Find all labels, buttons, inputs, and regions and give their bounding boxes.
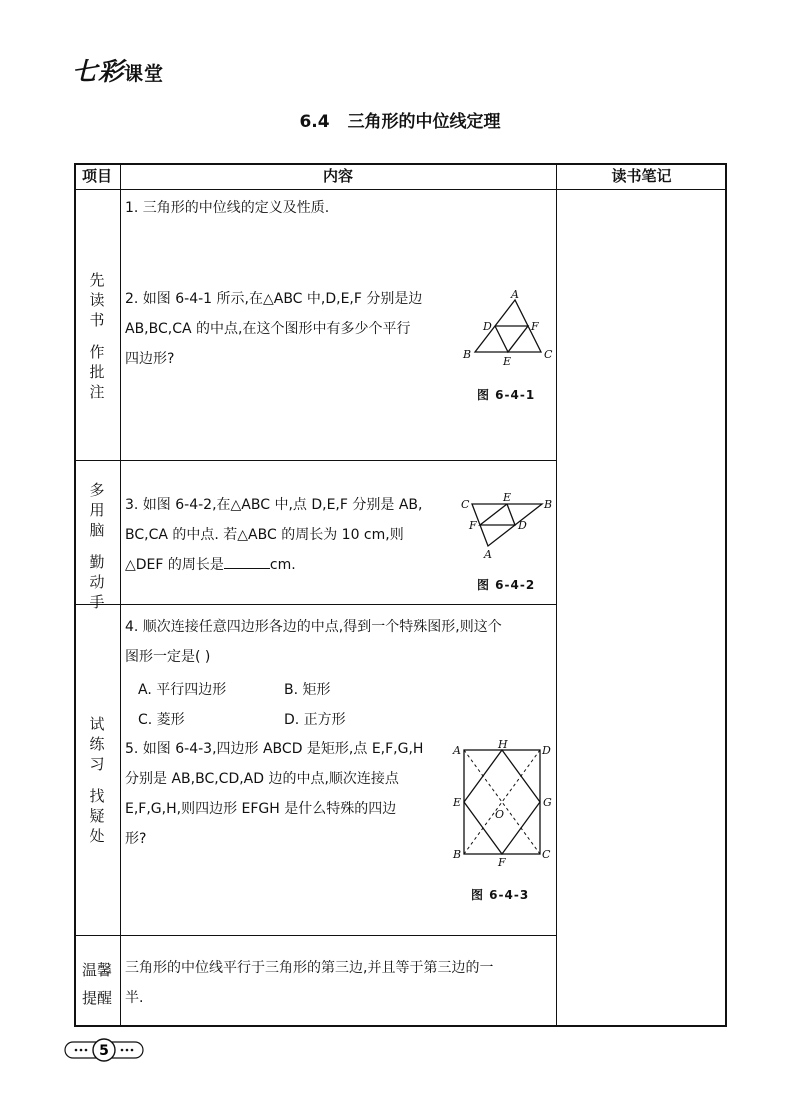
label-a: A [484, 548, 492, 560]
question-line: △DEF 的周长是 [125, 557, 224, 573]
brand-main: 七彩 [72, 57, 125, 86]
question-1: 1. 三角形的中位线的定义及性质. [125, 200, 330, 216]
figure-6-4-1 [458, 288, 554, 366]
label-a: A [511, 288, 519, 301]
figure-6-4-3 [452, 738, 556, 870]
option-d[interactable]: D. 正方形 [284, 712, 346, 728]
label-e: E [503, 491, 512, 504]
question-line: 图形一定是( ) [125, 649, 211, 665]
figure-caption: 图 6-4-1 [477, 388, 536, 402]
divider [120, 163, 121, 1027]
question-line: 四边形? [125, 351, 175, 367]
section-label-part: 找疑处 [89, 787, 105, 845]
question-line: 2. 如图 6-4-1 所示,在△ABC 中,D,E,F 分别是边 [125, 291, 423, 307]
question-line: AB,BC,CA 的中点,在这个图形中有多少个平行 [125, 321, 411, 337]
label-c: C [544, 348, 553, 361]
header-notes: 读书笔记 [611, 167, 672, 185]
label-f: F [531, 320, 539, 333]
question-line: E,F,G,H,则四边形 EFGH 是什么特殊的四边 [125, 801, 397, 817]
section-label-part: 温馨 [81, 961, 112, 979]
section-label-part: 试练习 [89, 715, 105, 773]
divider [74, 460, 557, 461]
divider [556, 163, 557, 1027]
tip-line: 半. [125, 990, 144, 1006]
page-title [0, 107, 800, 132]
section-label-part: 多用脑 [89, 481, 105, 539]
section-label-part: 作批注 [89, 343, 105, 401]
label-a: A [453, 744, 461, 757]
question-4 [125, 612, 502, 672]
label-d: D [518, 519, 527, 532]
option-b[interactable]: B. 矩形 [284, 682, 331, 698]
label-b: B [463, 348, 472, 361]
figure-6-4-2 [458, 490, 558, 560]
label-h: H [498, 738, 508, 751]
divider [74, 935, 557, 936]
header-content: 内容 [322, 167, 353, 185]
question-3 [125, 490, 422, 580]
page-number-badge [64, 1036, 144, 1064]
question-line: 形? [125, 831, 147, 847]
label-c: C [461, 498, 470, 511]
label-b: B [453, 848, 462, 861]
divider [74, 604, 557, 605]
question-line: 5. 如图 6-4-3,四边形 ABCD 是矩形,点 E,F,G,H [125, 741, 424, 757]
label-e: E [503, 355, 512, 366]
label-e: E [453, 796, 462, 809]
question-line: 3. 如图 6-4-2,在△ABC 中,点 D,E,F 分别是 AB, [125, 497, 423, 513]
label-o: O [495, 808, 505, 821]
option-a[interactable]: A. 平行四边形 [138, 682, 227, 698]
section-label-part: 先读书 [89, 271, 105, 329]
section-label-think [74, 480, 120, 612]
label-f: F [469, 519, 477, 532]
label-f: F [498, 856, 506, 869]
section-title: 三角形的中位线定理 [347, 112, 501, 132]
label-c: C [542, 848, 551, 861]
label-d: D [483, 320, 492, 333]
header-item: 项目 [81, 167, 112, 185]
section-label-tip [74, 956, 120, 1012]
figure-caption: 图 6-4-2 [477, 578, 536, 592]
section-label-read [74, 270, 120, 402]
section-number: 6.4 [299, 112, 330, 132]
brand-sub: 课堂 [124, 63, 165, 85]
option-c[interactable]: C. 菱形 [138, 712, 185, 728]
question-5 [125, 734, 423, 854]
answer-blank[interactable] [224, 554, 270, 569]
question-line: cm. [269, 557, 296, 573]
tip-line: 三角形的中位线平行于三角形的第三边,并且等于第三边的一 [125, 960, 494, 976]
question-line: BC,CA 的中点. 若△ABC 的周长为 10 cm,则 [125, 527, 404, 543]
section-label-practice [74, 714, 120, 846]
brand-logo [72, 52, 164, 88]
section-label-part: 提醒 [81, 989, 112, 1007]
label-d: D [542, 744, 551, 757]
figure-caption: 图 6-4-3 [471, 888, 530, 902]
page-number: 5 [99, 1043, 109, 1059]
question-2 [125, 284, 422, 374]
question-line: 分别是 AB,BC,CD,AD 边的中点,顺次连接点 [125, 771, 399, 787]
question-line: 4. 顺次连接任意四边形各边的中点,得到一个特殊图形,则这个 [125, 619, 502, 635]
label-g: G [543, 796, 552, 809]
section-label-part: 勤动手 [89, 553, 105, 611]
tip-text [125, 953, 493, 1013]
divider [74, 189, 727, 190]
label-b: B [544, 498, 553, 511]
